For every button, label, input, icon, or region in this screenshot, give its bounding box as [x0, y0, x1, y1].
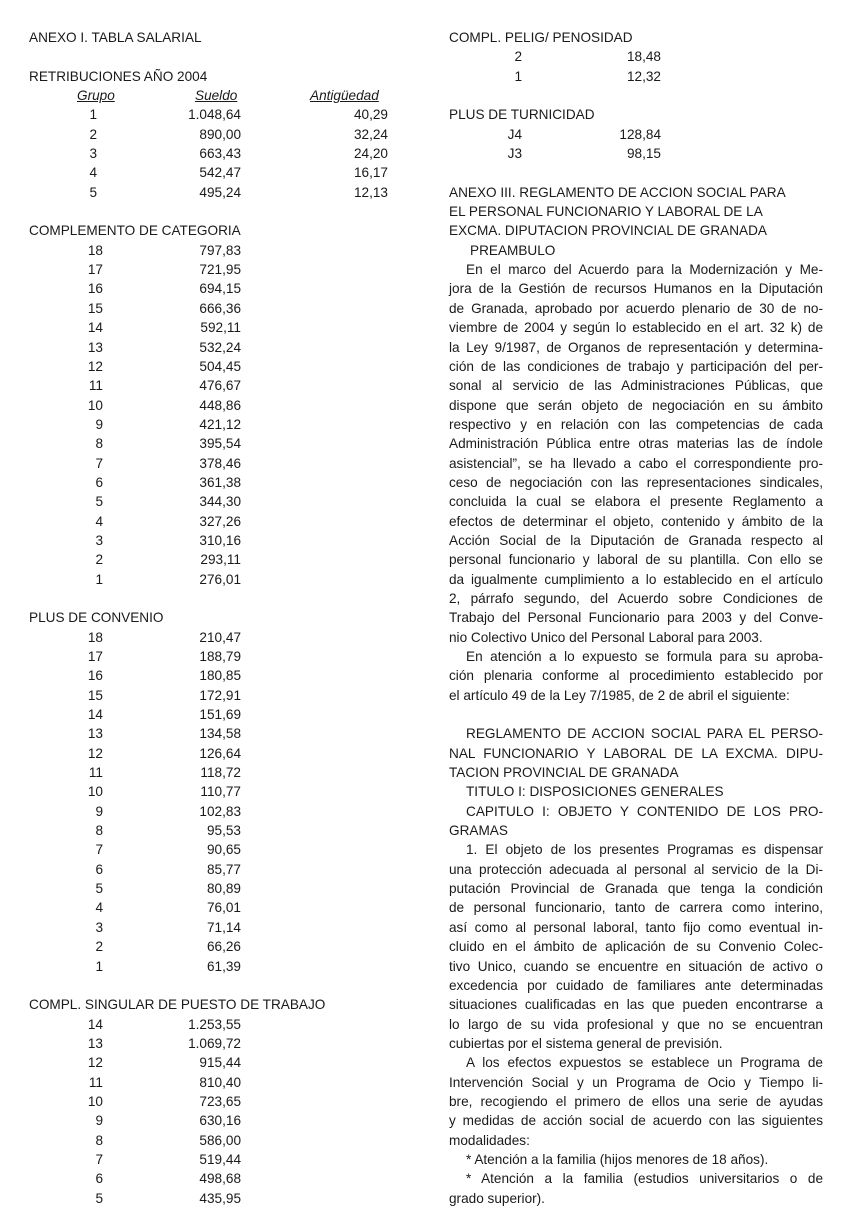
cell-grade: 6	[95, 1171, 103, 1187]
text-line: respectivo y en relación con las competencias de cada	[449, 416, 823, 432]
cell-grade: 12	[87, 1055, 103, 1071]
table-row	[449, 47, 823, 66]
table-row	[29, 763, 409, 782]
left-column	[29, 28, 409, 1208]
table-row	[29, 550, 409, 569]
table-row	[29, 1034, 409, 1053]
table-row	[29, 512, 409, 531]
text-line: En atención a lo expuesto se formula para su aproba-	[466, 649, 823, 664]
cell-amount: 1.069,72	[188, 1035, 241, 1051]
compl-singular-table	[29, 1015, 409, 1208]
cell-amount: 327,26	[199, 513, 241, 529]
text-line: personal funcionario y laboral de su plantilla. Con ello se	[449, 552, 823, 568]
table-row	[29, 860, 409, 879]
reglamento-title	[449, 724, 823, 782]
cell-grade: 14	[87, 707, 103, 723]
cell-grade: 10	[87, 397, 103, 413]
table-row	[449, 67, 823, 86]
cell-grade: 8	[95, 823, 103, 839]
cell-sueldo: 495,24	[199, 184, 241, 200]
table-row	[449, 125, 823, 144]
table-row	[29, 144, 409, 163]
paragraph-programas	[449, 1053, 823, 1150]
table-row	[29, 1053, 409, 1072]
cell-antiguedad: 16,17	[353, 165, 388, 181]
text-line: CAPITULO I: OBJETO Y CONTENIDO DE LOS PRO-	[466, 803, 823, 819]
cell-amount: 126,64	[199, 745, 241, 761]
text-line: la Ley 9/1987, de Organos de representación y determina-	[449, 339, 823, 355]
cell-grade: 15	[87, 300, 103, 316]
cell-grade: 16	[87, 281, 103, 297]
cell-grade: 6	[95, 861, 103, 877]
text-line: Acción Social de la Diputación de Granada respecto al	[449, 532, 823, 548]
cell-grade: 8	[95, 436, 103, 452]
table-row	[29, 628, 409, 647]
cell-grade: 2	[95, 939, 103, 955]
cell-amount: 666,36	[199, 300, 241, 316]
bullet-familia-1: * Atención a la familia (hijos menores de 18 años).	[466, 1151, 769, 1167]
text-line: dispone que serán objeto de negociación en su ámbito	[449, 397, 823, 413]
table-row	[29, 1092, 409, 1111]
text-line: situaciones cualificadas en las que pueden encontrarse a	[449, 997, 823, 1013]
cell-grade: J3	[507, 146, 522, 162]
table-row	[29, 1073, 409, 1092]
table-row	[29, 666, 409, 685]
text-line: bre, recogiendo el primero de ellos una serie de ayudas	[449, 1093, 823, 1109]
cell-amount: 98,15	[626, 146, 661, 162]
cell-amount: 694,15	[199, 281, 241, 297]
cell-grade: 18	[87, 242, 103, 258]
table-row	[29, 105, 409, 124]
cell-amount: 172,91	[199, 687, 241, 703]
header-sueldo: Sueldo	[195, 88, 238, 104]
table-row	[29, 183, 409, 202]
cell-sueldo: 1.048,64	[188, 107, 241, 123]
text-line: da igualmente cumplimiento a lo establecido en el artículo	[449, 571, 823, 587]
cell-amount: 344,30	[199, 494, 241, 510]
plus-convenio-title: PLUS DE CONVENIO	[29, 610, 164, 626]
cell-amount: 476,67	[199, 378, 241, 394]
cell-antiguedad: 40,29	[353, 107, 388, 123]
table-row	[29, 1015, 409, 1034]
cell-amount: 66,26	[206, 939, 241, 955]
table-row	[29, 647, 409, 666]
table-row	[29, 279, 409, 298]
cell-grade: 11	[88, 765, 103, 781]
text-line: lo largo de su vida profesional y que no se encuentran	[449, 1016, 823, 1032]
table-row	[449, 144, 823, 163]
cell-amount: 102,83	[199, 803, 241, 819]
cell-grade: 3	[95, 919, 103, 935]
cell-grade: 1	[95, 571, 103, 587]
cell-grade: 12	[87, 358, 103, 374]
text-line: de personal funcionario, tanto de carrera como interino,	[449, 900, 823, 916]
right-column	[449, 28, 823, 1208]
cell-amount: 118,72	[200, 765, 241, 781]
cell-amount: 128,84	[619, 126, 661, 142]
paragraph-preambulo-2	[449, 647, 823, 705]
cell-grade: 9	[95, 416, 103, 432]
cell-amount: 361,38	[199, 474, 241, 490]
cell-grade: 12	[87, 745, 103, 761]
cell-grade: 6	[95, 474, 103, 490]
annex-iii-title	[449, 183, 823, 241]
cell-amount: 310,16	[199, 532, 241, 548]
cell-amount: 276,01	[199, 571, 241, 587]
cell-amount: 721,95	[199, 262, 241, 278]
cell-grade: 5	[95, 1190, 103, 1206]
cell-grade: 9	[95, 803, 103, 819]
header-antiguedad: Antigüedad	[310, 88, 379, 104]
annex-i-title: ANEXO I. TABLA SALARIAL	[29, 30, 202, 45]
text-line: Administración Pública entre otras materias las de índole	[449, 436, 823, 452]
table-row	[29, 415, 409, 434]
retribuciones-header	[29, 86, 409, 105]
cell-antiguedad: 24,20	[353, 146, 388, 162]
cell-grade: 13	[87, 726, 103, 742]
cell-amount: 76,01	[206, 900, 241, 916]
cell-amount: 188,79	[199, 649, 241, 664]
table-row	[29, 744, 409, 763]
cell-antiguedad: 32,24	[353, 126, 388, 142]
cell-amount: 293,11	[200, 552, 241, 568]
table-row	[29, 570, 409, 589]
cell-amount: 915,44	[199, 1055, 241, 1071]
table-row	[29, 125, 409, 144]
table-row	[29, 918, 409, 937]
cell-amount: 797,83	[199, 242, 241, 258]
table-row	[29, 840, 409, 859]
table-row	[29, 338, 409, 357]
text-line: Intervención Social y un Programa de Ocio y Tiempo li-	[449, 1074, 823, 1090]
text-line: tivo Unico, cuando se encuentre en situación de activo o	[449, 958, 823, 974]
text-line: NAL FUNCIONARIO Y LABORAL DE LA EXCMA. DIPU-	[449, 745, 823, 761]
cell-amount: 532,24	[199, 339, 241, 355]
cell-grade: 1	[95, 958, 103, 974]
text-line: putación Provincial de Granada que tenga la condición	[449, 881, 823, 897]
cell-amount: 630,16	[199, 1113, 241, 1129]
cell-grade: 16	[87, 668, 103, 684]
table-row	[29, 782, 409, 801]
cell-grade: 2	[514, 49, 522, 65]
cell-antiguedad: 12,13	[353, 184, 388, 200]
header-grupo: Grupo	[77, 88, 115, 104]
pelig-title: COMPL. PELIG/ PENOSIDAD	[449, 30, 633, 45]
preambulo-heading: PREAMBULO	[470, 242, 556, 258]
cell-sueldo: 890,00	[199, 126, 241, 142]
cell-grade: 10	[87, 1093, 103, 1109]
cell-amount: 151,69	[199, 707, 241, 723]
table-row	[29, 376, 409, 395]
text-line: ceso de negociación con las representaciones sindicales,	[449, 474, 823, 490]
cell-grade: 11	[88, 378, 103, 394]
paragraph-objeto	[449, 840, 823, 1053]
plus-convenio-table	[29, 628, 409, 976]
table-row	[29, 1131, 409, 1150]
table-row	[29, 821, 409, 840]
text-line: A los efectos expuestos se establece un Programa de	[466, 1055, 823, 1071]
table-row	[29, 241, 409, 260]
table-row	[29, 434, 409, 453]
cell-amount: 12,32	[626, 68, 661, 84]
text-line: TACION PROVINCIAL DE GRANADA	[449, 765, 679, 781]
cell-amount: 498,68	[199, 1171, 241, 1187]
cell-grade: 4	[95, 900, 103, 916]
cell-grade: 14	[87, 320, 103, 336]
cell-amount: 134,58	[199, 726, 241, 742]
table-row	[29, 357, 409, 376]
titulo-i-heading: TITULO I: DISPOSICIONES GENERALES	[466, 784, 724, 800]
cell-amount: 592,11	[200, 320, 241, 336]
text-line: * Atención a la familia (estudios universitarios o de	[466, 1171, 823, 1187]
cell-grade: J4	[507, 126, 522, 142]
cell-amount: 110,77	[200, 784, 241, 800]
cell-amount: 723,65	[199, 1093, 241, 1109]
cell-amount: 504,45	[199, 358, 241, 374]
text-line: de Granada, aprobado por acuerdo plenario de 30 de no-	[449, 300, 823, 316]
cell-amount: 85,77	[206, 861, 241, 877]
table-row	[29, 686, 409, 705]
text-line: viembre de 2004 y según lo establecido en el art. 32 k) de	[449, 320, 823, 336]
cell-grade: 4	[95, 513, 103, 529]
text-line: así como al personal laboral, tanto fijo como eventual in-	[449, 919, 823, 935]
text-line: 1. El objeto de los presentes Programas es dispensar	[466, 842, 823, 858]
table-row	[29, 1169, 409, 1188]
cell-amount: 95,53	[206, 823, 241, 839]
table-row	[29, 724, 409, 743]
text-line: EXCMA. DIPUTACION PROVINCIAL DE GRANADA	[449, 223, 767, 239]
cell-grade: 7	[95, 842, 103, 858]
text-line: 2, párrafo segundo, del Acuerdo sobre Condiciones de	[449, 590, 823, 606]
table-row	[29, 473, 409, 492]
table-row	[29, 879, 409, 898]
cell-grade: 17	[87, 262, 103, 278]
cell-grade: 8	[95, 1132, 103, 1148]
table-row	[29, 705, 409, 724]
compl-singular-title: COMPL. SINGULAR DE PUESTO DE TRABAJO	[29, 997, 326, 1013]
table-row	[29, 937, 409, 956]
cell-amount: 80,89	[206, 881, 241, 897]
cell-amount: 210,47	[199, 629, 241, 645]
text-line: EL PERSONAL FUNCIONARIO Y LABORAL DE LA	[449, 204, 763, 220]
table-row	[29, 898, 409, 917]
text-line: GRAMAS	[449, 823, 508, 839]
cell-amount: 519,44	[199, 1151, 241, 1167]
text-line: el artículo 49 de la Ley 7/1985, de 2 de abril el siguiente:	[449, 687, 790, 703]
cell-amount: 61,39	[206, 958, 241, 974]
text-line: sonal al servicio de las Administraciones Públicas, que	[449, 378, 823, 394]
table-row	[29, 802, 409, 821]
table-row	[29, 492, 409, 511]
turnicidad-table	[449, 125, 823, 164]
cell-grade: 7	[95, 455, 103, 471]
cell-grade: 18	[87, 629, 103, 645]
table-row	[29, 957, 409, 976]
cell-grade: 5	[95, 881, 103, 897]
text-line: ANEXO III. REGLAMENTO DE ACCION SOCIAL PARA	[449, 184, 786, 200]
table-row	[29, 531, 409, 550]
text-line: REGLAMENTO DE ACCION SOCIAL PARA EL PERSO-	[466, 726, 823, 742]
retribuciones-title: RETRIBUCIONES AÑO 2004	[29, 68, 208, 84]
text-line: asistencial”, se ha llevado a cabo el correspondiente pro-	[449, 455, 823, 471]
table-row	[29, 299, 409, 318]
cell-grade: 15	[87, 687, 103, 703]
pelig-table	[449, 47, 823, 86]
cell-grade: 3	[95, 532, 103, 548]
bullet-familia-2	[449, 1169, 823, 1208]
cell-amount: 448,86	[199, 397, 241, 413]
cell-grupo: 2	[89, 126, 97, 142]
cell-grupo: 5	[89, 184, 97, 200]
turnicidad-title: PLUS DE TURNICIDAD	[449, 107, 595, 123]
table-row	[29, 1189, 409, 1208]
cell-grade: 5	[95, 494, 103, 510]
table-row	[29, 396, 409, 415]
cell-amount: 18,48	[626, 49, 661, 65]
cell-grade: 11	[88, 1074, 103, 1090]
cell-grade: 1	[514, 68, 522, 84]
cell-amount: 71,14	[206, 919, 241, 935]
complemento-categoria-title: COMPLEMENTO DE CATEGORIA	[29, 223, 241, 239]
cell-grade: 9	[95, 1113, 103, 1129]
text-line: grado superior).	[449, 1190, 545, 1206]
cell-amount: 180,85	[199, 668, 241, 684]
cell-grade: 13	[87, 339, 103, 355]
text-line: modalidades:	[449, 1132, 530, 1148]
cell-grade: 10	[87, 784, 103, 800]
text-line: En el marco del Acuerdo para la Modernización y Me-	[466, 262, 823, 278]
table-row	[29, 318, 409, 337]
cell-grupo: 1	[89, 107, 97, 123]
cell-amount: 435,95	[199, 1190, 241, 1206]
capitulo-i-heading	[449, 802, 823, 841]
text-line: efectos de determinar el objeto, contenido y ámbito de la	[449, 513, 823, 529]
cell-amount: 90,65	[206, 842, 241, 858]
table-row	[29, 260, 409, 279]
cell-amount: 378,46	[199, 455, 241, 471]
cell-amount: 810,40	[199, 1074, 241, 1090]
cell-grade: 14	[87, 1016, 103, 1032]
cell-amount: 395,54	[199, 436, 241, 452]
text-line: una protección adecuada al personal al servicio de la Di-	[449, 861, 823, 877]
text-line: excedencia por cuidado de familiares ante determinadas	[449, 977, 823, 993]
cell-grade: 17	[87, 649, 103, 664]
text-line: nio Colectivo Unico del Personal Laboral para 2003.	[449, 629, 763, 645]
cell-grupo: 3	[89, 146, 97, 162]
cell-grade: 13	[87, 1035, 103, 1051]
text-line: y medidas de acción social de acuerdo con las siguientes	[449, 1113, 823, 1129]
paragraph-preambulo-1	[449, 260, 823, 647]
text-line: ción de las condiciones de trabajo y participación del per-	[449, 358, 823, 374]
cell-amount: 421,12	[199, 416, 241, 432]
cell-amount: 586,00	[199, 1132, 241, 1148]
text-line: cubiertas por el sistema general de previsión.	[449, 1035, 723, 1051]
text-line: cluido en el ámbito de aplicación de su Convenio Colec-	[449, 939, 823, 955]
text-line: Trabajo del Personal Funcionario para 2003 y del Conve-	[449, 610, 823, 626]
cell-grade: 2	[95, 552, 103, 568]
table-row	[29, 163, 409, 182]
text-line: concluida la cual se elabora el presente Reglamento a	[449, 494, 823, 510]
table-row	[29, 454, 409, 473]
table-row	[29, 1111, 409, 1130]
complemento-categoria-table	[29, 241, 409, 589]
cell-sueldo: 542,47	[199, 165, 241, 181]
cell-grade: 7	[95, 1151, 103, 1167]
cell-grupo: 4	[89, 165, 97, 181]
retribuciones-table	[29, 105, 409, 202]
cell-sueldo: 663,43	[199, 146, 241, 162]
text-line: jora de la Gestión de recursos Humanos en la Diputación	[449, 281, 823, 297]
text-line: ción plenaria conforme al procedimiento establecido por	[449, 668, 823, 684]
cell-amount: 1.253,55	[188, 1016, 241, 1032]
table-row	[29, 1150, 409, 1169]
